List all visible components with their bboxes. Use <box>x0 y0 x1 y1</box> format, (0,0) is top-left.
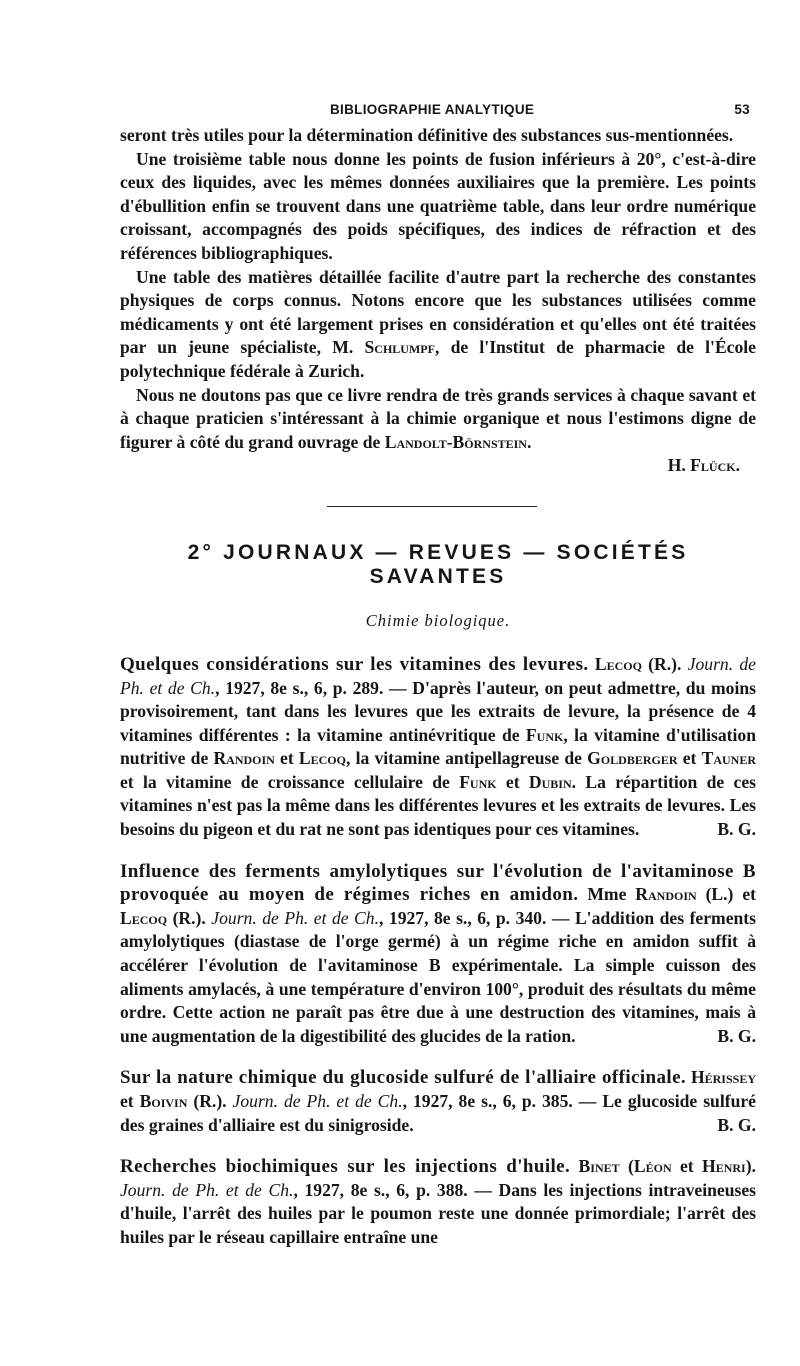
text: (R.). <box>187 1091 233 1111</box>
text: ( <box>619 1156 634 1177</box>
text: Nous ne doutons pas que ce livre rendra de très grands services à chaque savant et à chaque praticien s'intéressant à la chimie organique et nous l'estimons digne de figurer à côté du grand ouvrage de <box>120 384 756 452</box>
text: , la vitamine antipellagreuse de <box>345 748 588 769</box>
review-paragraph-3 <box>120 266 756 384</box>
text: et <box>496 771 529 792</box>
header-title: BIBLIOGRAPHIE ANALYTIQUE <box>330 102 535 117</box>
text: et <box>274 748 299 769</box>
text: (R.). <box>167 907 212 928</box>
person-name: Henri <box>702 1156 746 1177</box>
section-title: 2° JOURNAUX — REVUES — SOCIÉTÉS SAVANTES <box>187 540 689 588</box>
review-signature <box>120 454 756 478</box>
text: . La répartition de ces vitamines n'est pas la même dans les différentes levures et les extraits de levures. Les besoins du pigeon et du rat ne sont pas identiques pour ces vitamines. <box>120 771 756 840</box>
person-name: Tauner <box>701 748 756 769</box>
review-paragraph-4 <box>120 384 756 455</box>
text: Mme <box>578 884 636 905</box>
person-name: Schlumpf <box>364 337 435 358</box>
journal-name: Journ. de Ph. et de Ch. <box>120 1179 294 1200</box>
text: ). <box>745 1156 756 1177</box>
person-name: Dubin <box>528 771 572 792</box>
review-paragraph-1: seront très utiles pour la détermination définitive des substances sus-mentionnées. <box>120 125 734 145</box>
text: . <box>526 431 532 452</box>
entry-title: Sur la nature chimique du glucoside sulfuré de l'alliaire officinale. <box>120 1067 687 1089</box>
text: et la vitamine de croissance cellulaire de <box>120 771 460 792</box>
entry-3 <box>120 1066 756 1137</box>
person-name: Landolt-Börnstein <box>384 431 527 452</box>
journal-name: Journ. de Ph. et de Ch. <box>120 653 756 698</box>
person-name: Funk <box>459 771 497 792</box>
entry-signature: B. G. <box>717 1114 756 1135</box>
review-paragraph-2: Une troisième table nous donne les points de fusion inférieurs à 20°, c'est-à-dire ceux des liquides, avec les mêmes données auxiliaires que la première. Les points d'ébullition enfin se trouvent dans une quatrième table, dans leur ordre numérique croissant, accompagnés des poids spécifiques, des indices de réfraction et des références bibliographiques. <box>120 148 756 263</box>
entry-2 <box>120 860 756 1049</box>
entry-title: Recherches biochimiques sur les injections d'huile. <box>120 1156 571 1178</box>
running-header <box>120 96 756 124</box>
person-name: Binet <box>578 1156 620 1177</box>
entry-signature: B. G. <box>717 819 756 840</box>
journal-name: Journ. de Ph. et de Ch. <box>211 907 379 928</box>
entry-4 <box>120 1155 756 1249</box>
text: , 1927, 8e s., 6, p. 385. — Le glucoside sulfuré des graines d'alliaire est du sinigroside. <box>120 1091 756 1135</box>
person-name: Lecoq <box>298 748 346 769</box>
book-review <box>120 124 756 478</box>
text: et <box>120 1091 140 1111</box>
subsection-title: Chimie biologique. <box>365 610 511 630</box>
text: (L.) et <box>696 884 756 905</box>
person-name: Funk <box>525 724 564 745</box>
signature-text: H. Flück. <box>667 455 740 476</box>
author-name: Lecoq <box>594 653 642 674</box>
text: , de l'Institut de pharmacie de l'École polytechnique fédérale à Zurich. <box>120 337 756 381</box>
text: (R.). <box>641 653 688 674</box>
entry-title: Quelques considérations sur les vitamines des levures. <box>120 653 589 675</box>
entry-1 <box>120 653 756 842</box>
text: , 1927, 8e s., 6, p. 340. — L'addition des ferments amylolytiques (diastase de l'orge germé) à un régime riche en amidon suffit à accélérer l'évolution de l'avitaminose B expérimentale. La simple cuisson des aliments amylacés, à une température d'environ 100°, produit des résultats du même ordre. Cette action ne paraît pas être due à une destruction des vitamines, mais à une augmentation de la digestibilité des glucides de la ration. <box>120 907 757 1046</box>
person-name: Lecoq <box>120 907 168 928</box>
entry-title: Influence des ferments amylolytiques sur l'évolution de l'avitaminose B provoquée au moyen de régimes riches en amidon. <box>120 860 756 906</box>
person-name: Léon <box>633 1156 672 1177</box>
separator-rule <box>327 506 537 507</box>
person-name: Goldberger <box>587 748 678 769</box>
person-name: Hérissey <box>690 1067 756 1088</box>
text: et <box>671 1156 703 1177</box>
person-name: Randoin <box>213 748 275 769</box>
text: , 1927, 8e s., 6, p. 289. — D'après l'auteur, on peut admettre, du moins provisoirement, tant dans les levures que les extraits de levure, la présence de 4 vitamines différentes : la vitamine antinévritique de <box>120 677 756 745</box>
text: , la vitamine d'utilisation nutritive de <box>120 724 756 769</box>
page-number: 53 <box>734 102 750 117</box>
entry-signature: B. G. <box>717 1025 756 1046</box>
text: , 1927, 8e s., 6, p. 388. — Dans les injections intraveineuses d'huile, l'arrêt des huiles par le poumon reste une donnée primordiale; l'arrêt des huiles par le réseau capillaire entraîne une <box>120 1179 756 1247</box>
person-name: Randoin <box>635 884 697 905</box>
text: Une table des matières détaillée facilite d'autre part la recherche des constantes physiques de corps connus. Notons encore que les substances utilisées comme médicaments y ont été largement prises en considération et qu'elles ont été traitées par un jeune spécialiste, M. <box>120 266 756 358</box>
text: et <box>677 748 702 769</box>
journal-name: Journ. de Ph. et de Ch. <box>232 1091 403 1111</box>
person-name: Boivin <box>139 1091 188 1111</box>
page <box>120 96 756 1250</box>
